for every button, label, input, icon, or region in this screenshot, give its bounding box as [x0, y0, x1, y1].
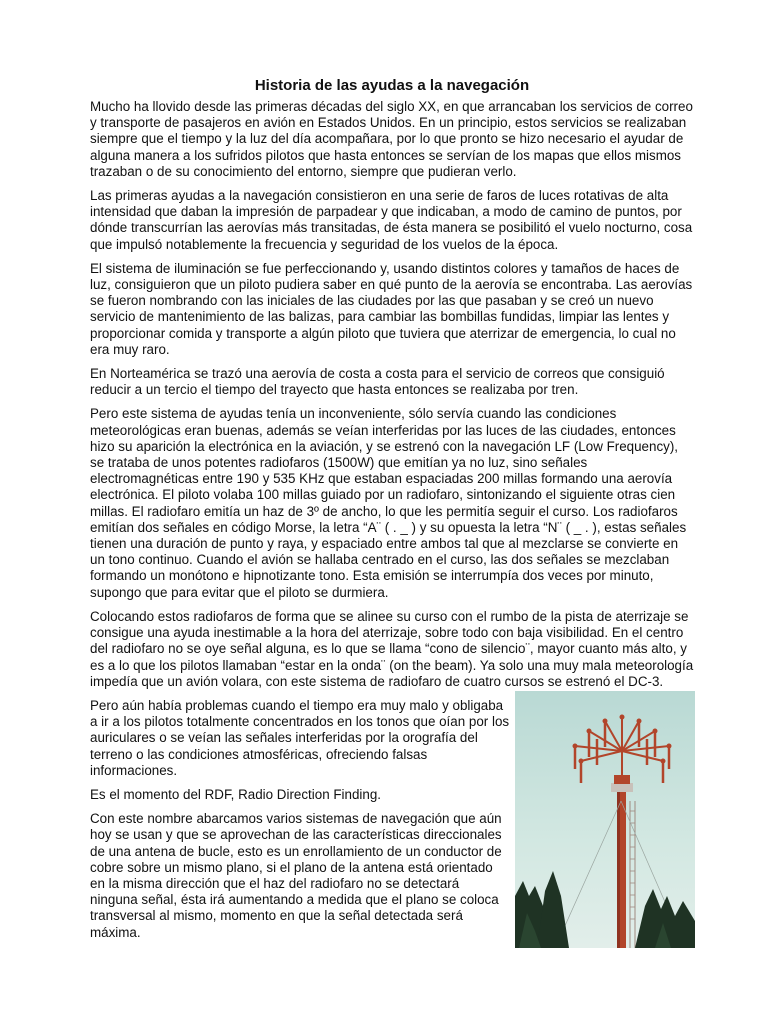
- antenna-tower-photo: [515, 691, 695, 948]
- paragraph-early-airmail: Mucho ha llovido desde las primeras décadas del siglo XX, en que arrancaban los servicios de correo y transporte de pasajeros en avión en Estados Unidos. En un principio, estos servicios se realizaban siempre que el tiempo y la luz del día acompañara, por lo que pronto se hizo necesario el ayudar de alguna manera a los sufridos pilotos que hasta entonces se servían de los mapas que ellos mismos trazaban o de su conocimiento del entorno, siempre que pudieran verlo.: [90, 99, 693, 179]
- document-title: Historia de las ayudas a la navegación: [254, 77, 530, 94]
- paragraph-transcontinental-airway: En Norteamérica se trazó una aerovía de costa a costa para el servicio de correos que consiguió reducir a un tercio el tiempo del trayecto que hasta entonces se realizaba por tren.: [90, 366, 665, 398]
- paragraph-rotating-beacons: Las primeras ayudas a la navegación consistieron en una serie de faros de luces rotativas de alta intensidad que daban la impresión de parpadear y que indicaban, a modo de camino de puntos, por dónde transcurrían las aerovías más transitadas, de ésta manera se posibilitó el vuelo nocturno, cosa que impulsó notablemente la frecuencia y seguridad de los vuelos de la época.: [90, 188, 693, 252]
- paragraph-cone-of-silence: Colocando estos radiofaros de forma que se alinee su curso con el rumbo de la pista de aterrizaje se consigue una ayuda inestimable a la hora del aterrizaje, sobre todo con baja visibilidad. En el centro del radiofaro no se oye señal alguna, es lo que se llama “cono de silencio¨, mayor cuanto más alto, y es a lo que los pilotos llamaban “estar en la onda¨ (on the beam). Ya solo una muy mala meteorología impedía que un avión volara, con este sistema de radiofaro de cuatro cursos se estrenó el DC-3.: [90, 608, 694, 689]
- radio-antenna-tower-icon: [515, 691, 695, 948]
- paragraph-rdf-intro: Es el momento del RDF, Radio Direction Finding.: [90, 786, 381, 802]
- paragraph-loop-antenna: Con este nombre abarcamos varios sistemas de navegación que aún hoy se usan y que se aprovechan de las características direccionales de una antena de bucle, esto es un enrollamiento de un conductor de cobre sobre un mismo plano, si el plano de la antena está orientado en la misma dirección que el haz del radiofaro no se detectará ninguna señal, ésta irá aumentando a medida que el plano se coloca transversal al mismo, momento en que la señal detectada será máxima.: [90, 811, 502, 940]
- paragraph-lf-radio-range: Pero este sistema de ayudas tenía un inconveniente, sólo servía cuando las condiciones meteorológicas eran buenas, además se veían interferidas por las luces de las ciudades, entonces hizo su aparición la electrónica en la aviación, y se estrenó con la navegación LF (Low Frequency), se trataba de unos potentes radiofaros (1500W) que emitían ya no luz, sino señales electromagnéticas entre 190 y 535 KHz que estaban espaciadas 200 millas formando una aerovía electrónica. El piloto volaba 100 millas guiado por un radiofaro, sintonizando el siguiente otras cien millas. El radiofaro emitía un haz de 3º de ancho, lo que les permitía seguir el curso. Los radiofaros emitían dos señales en código Morse, la letra “A¨ ( . _ ) y su opuesta la letra “N¨ ( _ . ), estas señales tienen una duración de punto y raya, y espaciado entre ambos tal que al mezclarse se convierte en un tono continuo. Cuando el avión se hallaba centrado en el curso, las dos señales se mezclaban formando un monótono e hipnotizante tono. Esta emisión se interrumpía dos veces por minuto, supongo que para evitar que el piloto se durmiera.: [90, 406, 687, 600]
- paragraph-remaining-problems: Pero aún había problemas cuando el tiempo era muy malo y obligaba a ir a los pilotos totalmente concentrados en los tonos que oían por los auriculares o se veían las señales interferidas por la orografía del terreno o las condiciones atmosféricas, ofreciendo falsas informaciones.: [90, 697, 510, 778]
- paragraph-lighting-system: El sistema de iluminación se fue perfeccionando y, usando distintos colores y tamaños de haces de luz, consiguieron que un piloto pudiera saber en qué punto de la aerovía se encontraba. Las aerovías se fueron nombrando con las iniciales de las ciudades por las que pasaban y se creó un nuevo servicio de mantenimiento de las balizas, para cambiar las bombillas fundidas, limpiar las lentes y proporcionar comida y transporte a algún piloto que tuviera que aterrizar de emergencia, lo cual no era muy raro.: [90, 260, 693, 357]
